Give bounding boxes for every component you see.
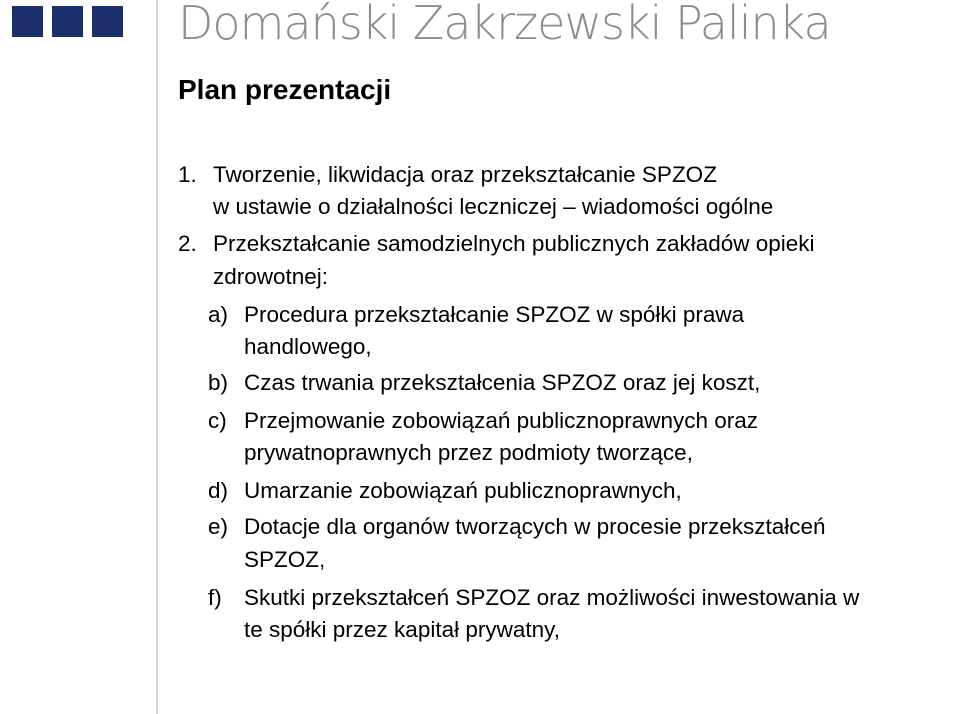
sublist-item-text: te spółki przez kapitał prywatny, xyxy=(244,617,560,642)
sublist-item-marker: e) xyxy=(208,514,229,539)
list-item-text: zdrowotnej: xyxy=(213,264,329,289)
sublist-item-text: Przejmowanie zobowiązań publicznoprawnych oraz xyxy=(244,408,759,433)
sublist-item-text: prywatnoprawnych przez podmioty tworzące, xyxy=(244,440,693,465)
sublist-item-marker: c) xyxy=(208,408,227,433)
sublist-item-text: Dotacje dla organów tworzących w procesie przekształceń xyxy=(244,514,826,539)
sublist-item-text: Czas trwania przekształcenia SPZOZ oraz jej koszt, xyxy=(244,370,761,395)
list-item-text: w ustawie o działalności leczniczej – wiadomości ogólne xyxy=(213,194,774,219)
list-item-marker: 2. xyxy=(178,231,197,256)
sublist-item-marker: d) xyxy=(208,478,229,503)
list-item-marker: 1. xyxy=(178,162,197,187)
list-item-text: Tworzenie, likwidacja oraz przekształcanie SPZOZ xyxy=(213,162,717,187)
list-item-text: Przekształcanie samodzielnych publicznych zakładów opieki xyxy=(213,231,815,256)
sublist-item-text: Procedura przekształcanie SPZOZ w spółki prawa xyxy=(244,302,745,327)
sublist-item-marker: f) xyxy=(208,585,222,610)
sublist-item-text: Umarzanie zobowiązań publicznoprawnych, xyxy=(244,478,682,503)
sublist-item-marker: b) xyxy=(208,370,229,395)
sublist-item-text: handlowego, xyxy=(244,334,372,359)
sublist-item-marker: a) xyxy=(208,302,229,327)
firm-name: Domański Zakrzewski Palinka xyxy=(178,0,831,50)
sublist-item-text: SPZOZ, xyxy=(244,547,326,572)
slide-title: Plan prezentacji xyxy=(178,74,392,105)
sublist-item-text: Skutki przekształceń SPZOZ oraz możliwości inwestowania w xyxy=(244,585,860,610)
